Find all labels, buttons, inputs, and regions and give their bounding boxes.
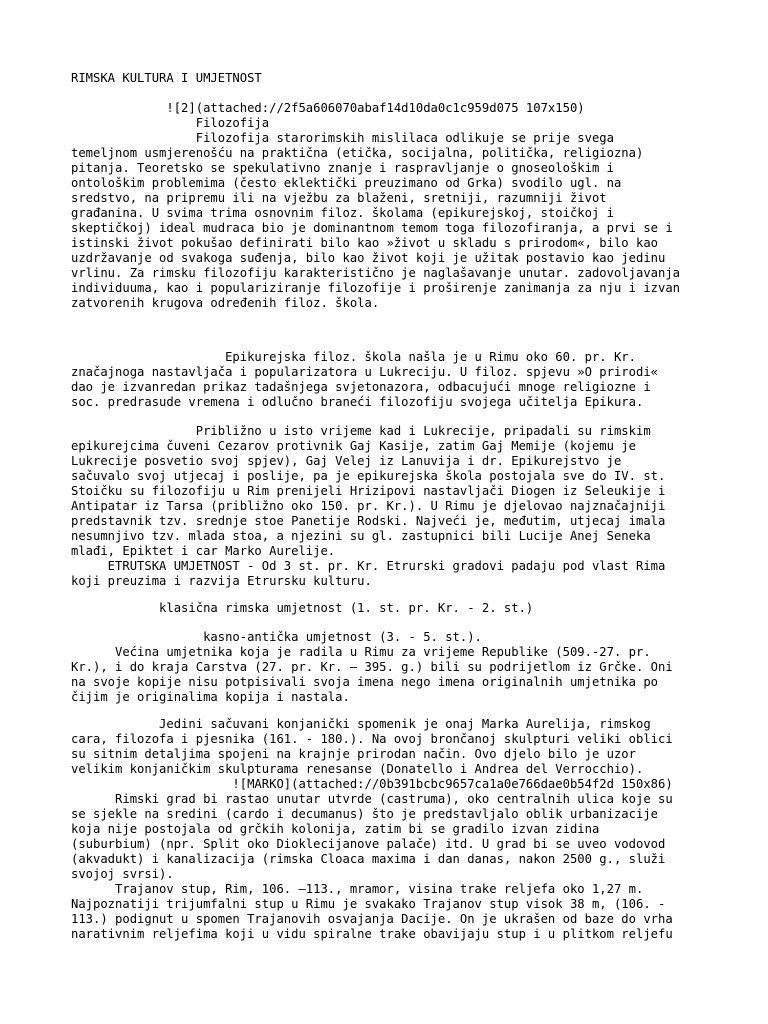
text-line: nesumnjivo tzv. mlada stoa, a njezini su gl. zastupnici bili Lucije Anej Seneka: [71, 529, 651, 543]
period-line-kasno-anticka: kasno-antička umjetnost (3. - 5. st.).: [71, 630, 482, 644]
text-line: epikurejcima čuveni Cezarov protivnik Gaj Kasije, zatim Gaj Memije (kojemu je: [71, 439, 636, 453]
text-line: Filozofija starorimskih mislilaca odlikuje se prije svega: [71, 131, 614, 145]
text-line: koji preuzima i razvija Etrursku kulturu.: [71, 574, 372, 588]
section-heading-etrurska: ETRUTSKA UMJETNOST - Od 3 st. pr. Kr. Etrurski gradovi padaju pod vlast Rima: [71, 559, 666, 573]
text-line: su sitnim detaljima spojeni na krajnje prirodan način. Ovo djelo bilo je uzor: [71, 747, 636, 761]
text-line: na svoje kopije nisu potpisivali svoja imena nego imena originalnih umjetnika po: [71, 675, 658, 689]
text-line: Trajanov stup, Rim, 106. –113., mramor, visina trake reljefa oko 1,27 m.: [71, 882, 644, 896]
text-line: pitanja. Teoretsko se spekulativno znanje i raspravljanje o gnoseološkim i: [71, 161, 614, 175]
text-line: značajnoga nastavljača i popularizatora u Lukreciju. U filoz. spjevu »O prirodi«: [71, 365, 658, 379]
text-line: istinski život pokušao definirati bilo kao »život u skladu s prirodom«, bilo kao: [71, 236, 658, 250]
text-line: zatvorenih krugova određenih filoz. škola.: [71, 296, 380, 310]
text-line: cara, filozofa i pjesnika (161. - 180.). Na ovoj brončanoj skulpturi veliki oblici: [71, 732, 673, 746]
text-line: Jedini sačuvani konjanički spomenik je onaj Marka Aurelija, rimskog: [71, 717, 651, 731]
text-line: sačuvalo svoj utjecaj i poslije, pa je epikurejska škola postojala sve do IV. st.: [71, 469, 666, 483]
image-placeholder-2: ![2](attached://2f5a606070abaf14d10da0c1c959d075 107x150): [71, 101, 585, 115]
section-heading-filozofija: Filozofija: [71, 116, 270, 130]
text-line: narativnim reljefima koji u vidu spiralne trake obavijaju stup i u plitkom reljefu: [71, 927, 673, 941]
text-line: se sjekle na sredini (cardo i decumanus) što je predstavljalo oblik urbanizacije: [71, 807, 658, 821]
text-line: Lukrecije posvetio svoj spjev), Gaj Velej iz Lanuvija i dr. Epikurejstvo je: [71, 454, 622, 468]
text-line: (akvadukt) i kanalizacija (rimska Cloaca maxima i dan danas, nakon 2500 g., služi: [71, 852, 666, 866]
text-line: Približno u isto vrijeme kad i Lukrecije, pripadali su rimskim: [71, 424, 651, 438]
text-line: mlađi, Epiktet i car Marko Aurelije.: [71, 544, 336, 558]
text-line: Epikurejska filoz. škola našla je u Rimu oko 60. pr. Kr.: [71, 350, 636, 364]
text-line: ontološkim problemima (često eklektički preuzimano od Grka) svodilo ugl. na: [71, 176, 622, 190]
image-placeholder-marko: ![MARKO](attached://0b391bcbc9657ca1a0e766dae0b54f2d 150x86): [71, 777, 673, 791]
period-line-klasicna: klasična rimska umjetnost (1. st. pr. Kr. - 2. st.): [71, 601, 534, 615]
text-line: (suburbium) (npr. Split oko Dioklecijanove palače) itd. U grad bi se uveo vodovod: [71, 837, 666, 851]
text-line: skeptičkoj) ideal mudraca bio je dominantnom temom toga filozofiranja, a prvi se i: [71, 221, 673, 235]
text-line: dao je izvanredan prikaz tadašnjega svjetonazora, odbacujući mnoge religiozne i: [71, 380, 651, 394]
text-line: soc. predrasude vremena i odlučno braneći filozofiju svojega učitelja Epikura.: [71, 395, 644, 409]
text-line: predstavnik tzv. srednje stoe Panetije Rodski. Najveći je, međutim, utjecaj imala: [71, 514, 666, 528]
text-line: građanina. U svima trima osnovnim filoz. školama (epikurejskoj, stoičkoj i: [71, 206, 614, 220]
text-line: vrlinu. Za rimsku filozofiju karakteristično je naglašavanje unutar. zadovoljavanja: [71, 266, 681, 280]
text-line: Antipatar iz Tarsa (približno oko 150. pr. Kr.). U Rimu je djelovao najznačajniji: [71, 499, 666, 513]
text-line: uzdržavanje od svakoga suđenja, bilo kao život koji je užitak postavio kao jedinu: [71, 251, 666, 265]
text-line: velikim konjaničkim skulpturama renesanse (Donatello i Andrea del Verrocchio).: [71, 762, 644, 776]
text-line: čijim je originalima kopija i nastala.: [71, 690, 350, 704]
document-title: RIMSKA KULTURA I UMJETNOST: [71, 71, 262, 85]
text-line: 113.) podignut u spomen Trajanovih osvajanja Dacije. On je ukrašen od baze do vrha: [71, 912, 673, 926]
text-line: individuuma, kao i populariziranje filozofije i proširenje zanimanja za nju i izvan: [71, 281, 681, 295]
text-line: Većina umjetnika koja je radila u Rimu za vrijeme Republike (509.-27. pr.: [71, 645, 651, 659]
text-line: temeljnom usmjerenošću na praktična (etička, socijalna, politička, religiozna): [71, 146, 644, 160]
text-line: Najpoznatiji trijumfalni stup u Rimu je svakako Trajanov stup visok 38 m, (106. -: [71, 897, 666, 911]
text-line: Stoičku su filozofiju u Rim prenijeli Hrizipovi nastavljači Diogen iz Seleukije i: [71, 484, 666, 498]
text-line: Rimski grad bi rastao unutar utvrde (castruma), oko centralnih ulica koje su: [71, 792, 673, 806]
text-line: svojoj svrsi).: [71, 867, 174, 881]
text-line: sredstvo, na pripremu ili na vježbu za blaženi, sretniji, razumniji život: [71, 191, 607, 205]
text-line: Kr.), i do kraja Carstva (27. pr. Kr. – 395. g.) bili su podrijetlom iz Grčke. Oni: [71, 660, 673, 674]
text-line: koja nije postojala od grčkih kolonija, zatim bi se gradilo izvan zidina: [71, 822, 600, 836]
